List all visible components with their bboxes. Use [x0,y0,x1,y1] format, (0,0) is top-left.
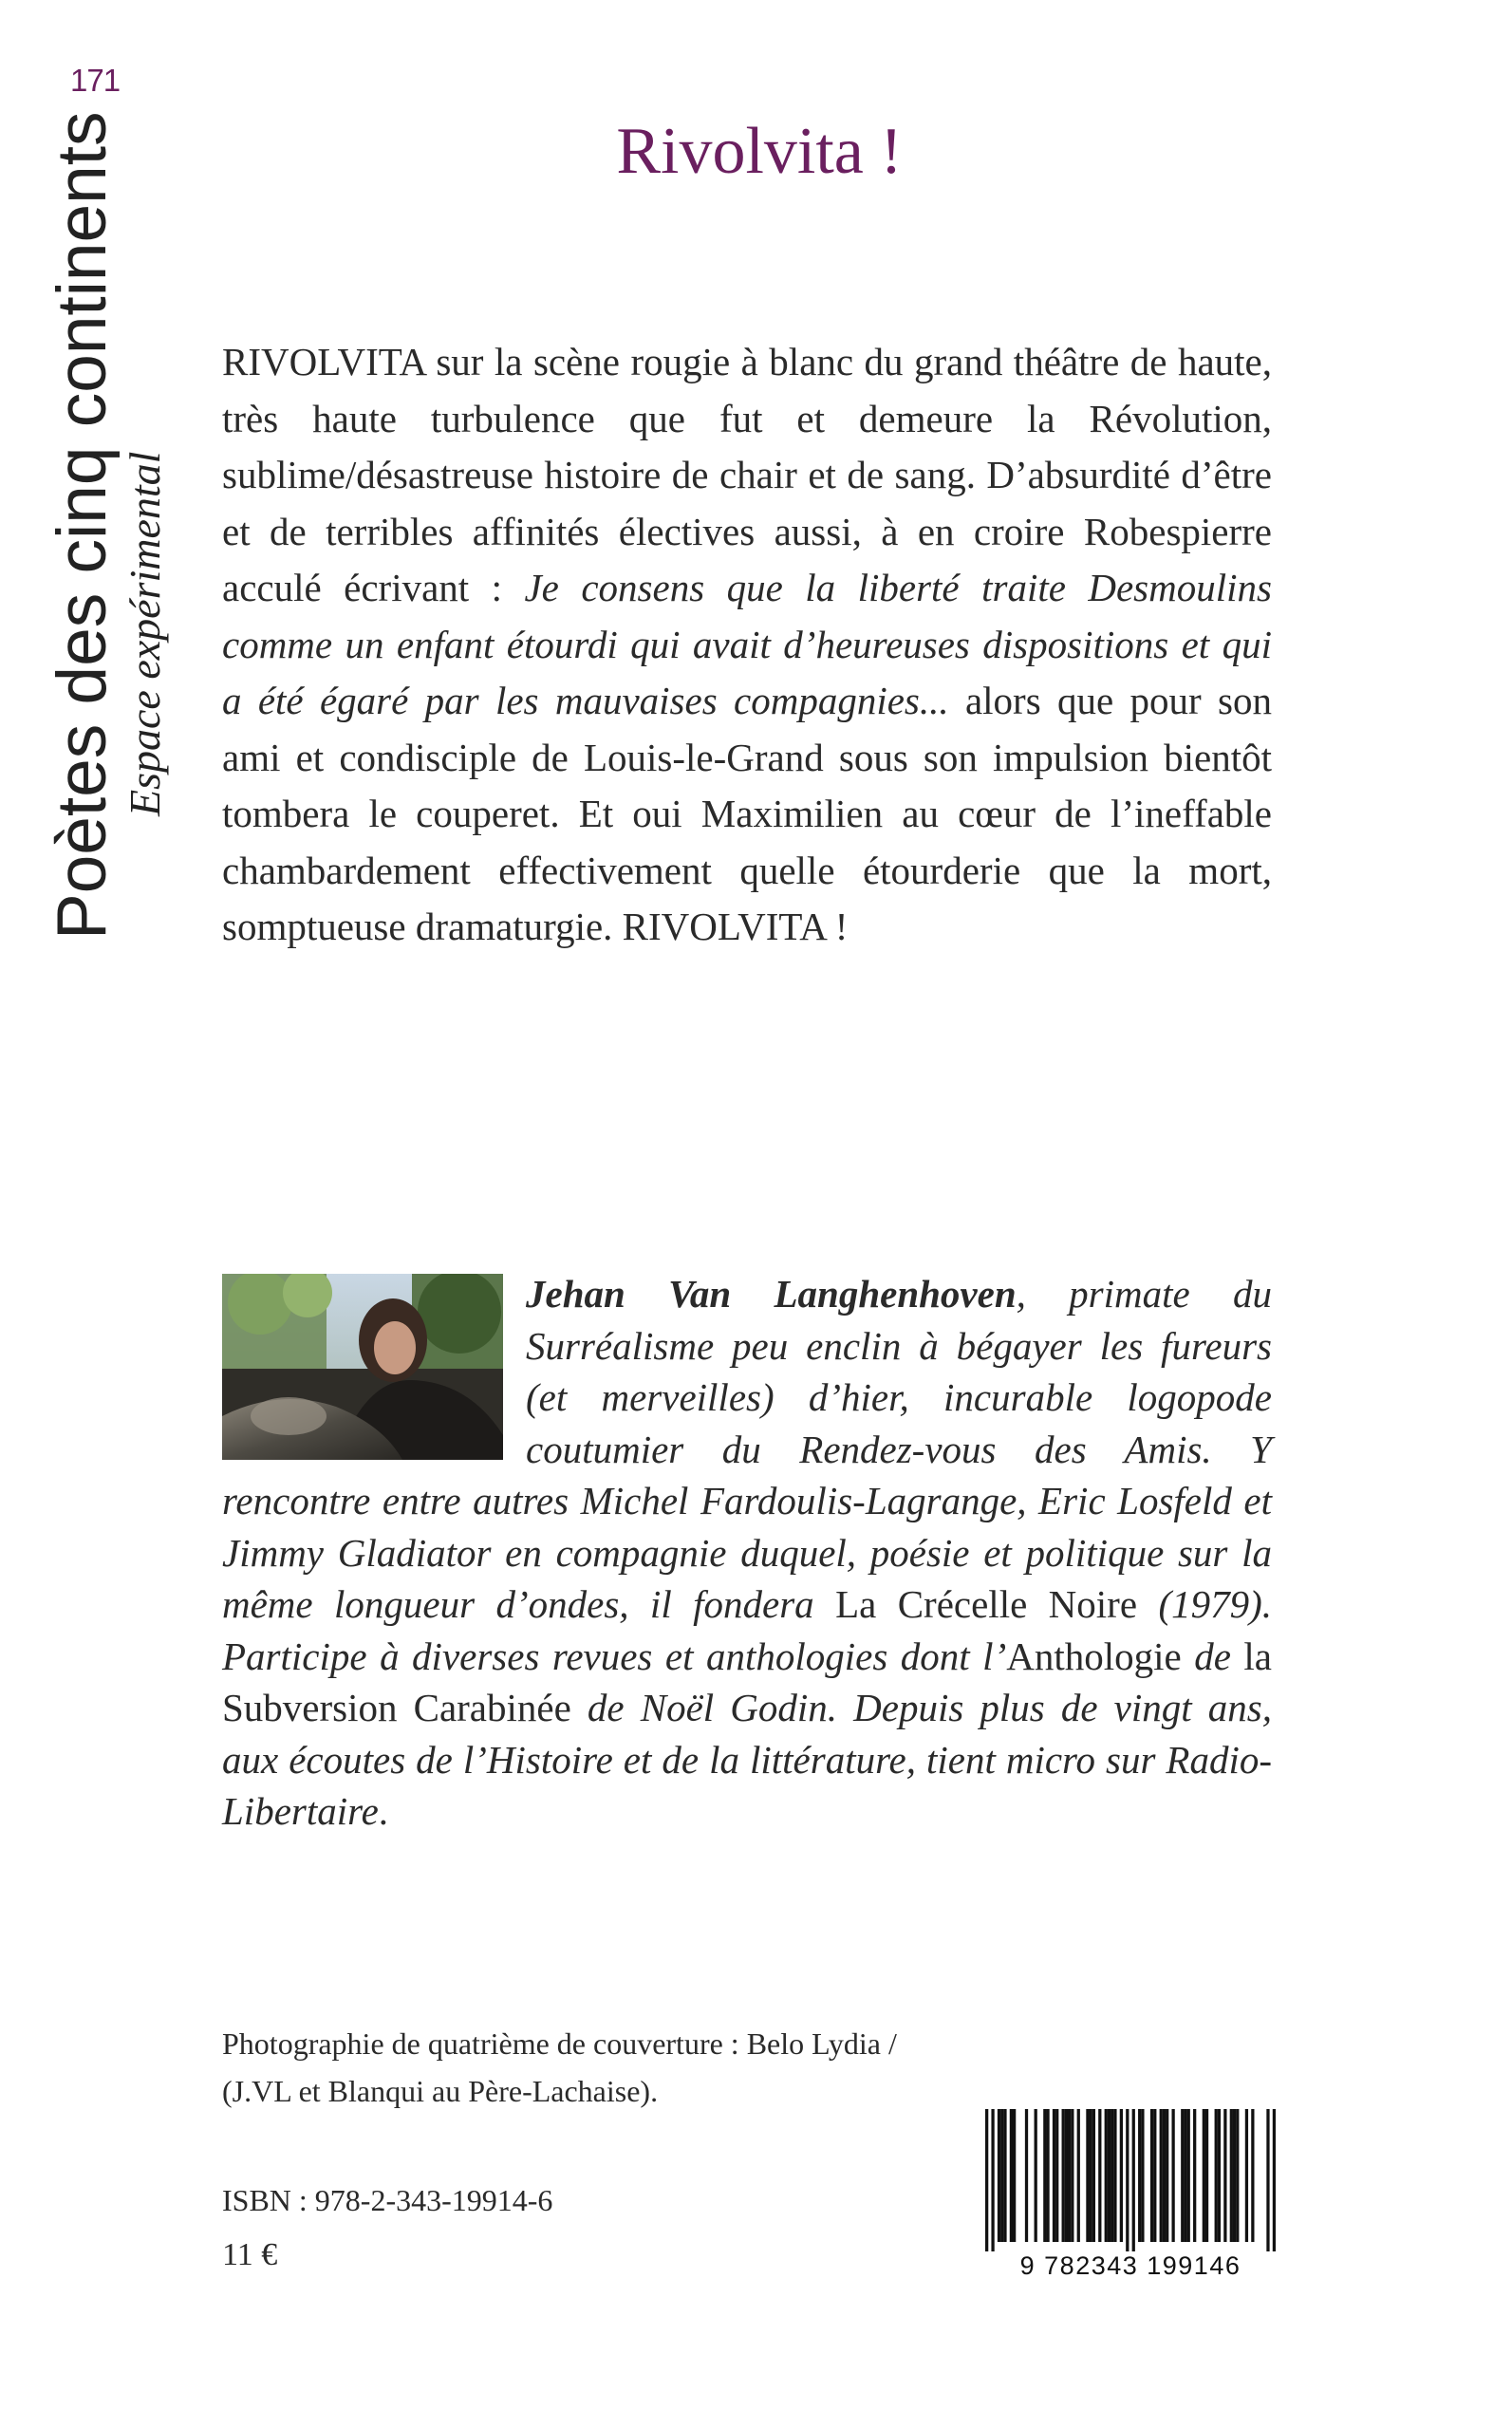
barcode-bar [1108,2109,1111,2242]
bio-text-1: , primate du Surréalisme peu enclin à bégayer les fureurs (et merveilles) d’hier, incurable logopode coutumier du Rendez-vous des Amis. Y rencontre entre autres Michel Fardoulis-Lagrange, Eric Losfeld et Jimmy Gladiator en compagnie duquel, poésie et politique sur la même longueur d’ondes, il fondera [222,1272,1273,1626]
collection-subtitle: Espace expérimental [121,451,169,816]
barcode-bar [1273,2109,1276,2251]
isbn: ISBN : 978-2-343-19914-6 [222,2183,553,2217]
blurb-text-2: alors que pour son ami et condisciple de Louis-le-Grand sous son impulsion bientôt tombera le couperet. Et oui Maximilien au cœur de l’ineffable chambardement effectivement quelle étourderie que la mort, somptueuse dramaturgie. RIVOLVITA ! [222,679,1272,948]
collection-title: Poètes des cinq continents [44,111,121,940]
barcode-bar [1153,2109,1156,2242]
barcode-bar [1111,2109,1113,2242]
price: 11 € [222,2237,278,2272]
barcode-bar [1205,2109,1208,2242]
barcode-bar [1187,2109,1190,2242]
barcode-bar [1141,2109,1144,2242]
barcode-bar [985,2109,988,2251]
barcode-bar [1003,2109,1006,2242]
barcode-bar [1010,2109,1013,2242]
bio-text-3: de [1181,1634,1244,1678]
barcode-bar [1138,2109,1141,2242]
bio-text-2: (1979). Participe à diverses revues et anthologies dont l’ [222,1582,1273,1678]
bio-roman-4: . [378,1789,389,1833]
barcode-bar [1203,2109,1205,2242]
blurb-quote: Je consens que la liberté traite Desmoulins comme un enfant étourdi qui avait d’heureuses dispositions et qui a été égaré par les mauvaises compagnies... [222,566,1272,722]
barcode-bar [1251,2109,1254,2242]
back-cover-blurb [222,334,1272,956]
book-title: Rivolvita ! [616,115,903,188]
series-number: 171 [70,63,121,98]
barcode-bar [1193,2109,1196,2242]
barcode-bar [1105,2109,1108,2242]
barcode-bar [1062,2109,1065,2242]
barcode-bar [1046,2109,1049,2242]
photo-credit-line-1: Photographie de quatrième de couverture : Belo Lydia / [222,2026,897,2061]
barcode-bar [1092,2109,1095,2242]
blurb-text-1: RIVOLVITA sur la scène rougie à blanc du grand théâtre de haute, très haute turbulence que fut et demeure la Révolution, sublime/désastreuse histoire de chair et de sang. D’absurdité d’être et de terribles affinités électives aussi, à en croire Robespierre acculé écrivant : [222,340,1272,609]
barcode-bar [1025,2109,1028,2242]
barcode-bar [1166,2109,1168,2242]
barcode-bar [1043,2109,1046,2242]
barcode-bar [991,2109,994,2251]
barcode-bar [1245,2109,1248,2242]
barcode-digits: 9 782343 199146 [1019,2251,1241,2280]
barcode-bar [1077,2109,1080,2242]
barcode-bar [1000,2109,1003,2242]
bio-roman-1: La Crécelle Noire [835,1582,1138,1626]
barcode-bar [1230,2109,1233,2242]
bio-roman-3: la Subversion Carabinée [222,1634,1272,1729]
barcode-bar [1223,2109,1226,2242]
barcode-bar [1184,2109,1186,2242]
barcode-bar [1065,2109,1068,2242]
barcode-bar [1266,2109,1269,2251]
barcode-bar [1090,2109,1092,2242]
barcode-bar [1150,2109,1153,2242]
barcode-bar [1233,2109,1236,2242]
barcode-bar [1163,2109,1166,2242]
collection-spine [38,111,180,940]
barcode [985,2109,1276,2280]
barcode-bar [1215,2109,1218,2242]
barcode-bar [1236,2109,1239,2242]
barcode-bar [1068,2109,1071,2242]
author-photo [222,1274,503,1460]
barcode-bar [1035,2109,1037,2242]
barcode-bar [1160,2109,1163,2242]
barcode-bar [1086,2109,1089,2242]
barcode-bar [1126,2109,1129,2251]
barcode-bar [1071,2109,1073,2242]
author-bio-block [222,1268,1272,1838]
barcode-bar [1113,2109,1116,2242]
barcode-bar [998,2109,1000,2242]
barcode-bar [1120,2109,1123,2242]
barcode-bar [1218,2109,1221,2242]
barcode-bar [1053,2109,1055,2242]
barcode-bar [1055,2109,1058,2242]
barcode-bar [1171,2109,1174,2242]
barcode-bar [1098,2109,1101,2242]
barcode-bar [1181,2109,1184,2242]
photo-credit-line-2: (J.VL et Blanqui au Père-Lachaise). [222,2074,659,2108]
bio-text-4: de Noël Godin. Depuis plus de vingt ans, aux écoutes de l’Histoire et de la littérature, tient micro sur Radio-Libertaire [222,1686,1272,1833]
barcode-bar [1013,2109,1016,2242]
bio-roman-2: Anthologie [1006,1634,1182,1678]
photo-credit [222,2020,1000,2115]
author-name: Jehan Van Langhenhoven [526,1272,1017,1316]
barcode-bar [1132,2109,1135,2251]
